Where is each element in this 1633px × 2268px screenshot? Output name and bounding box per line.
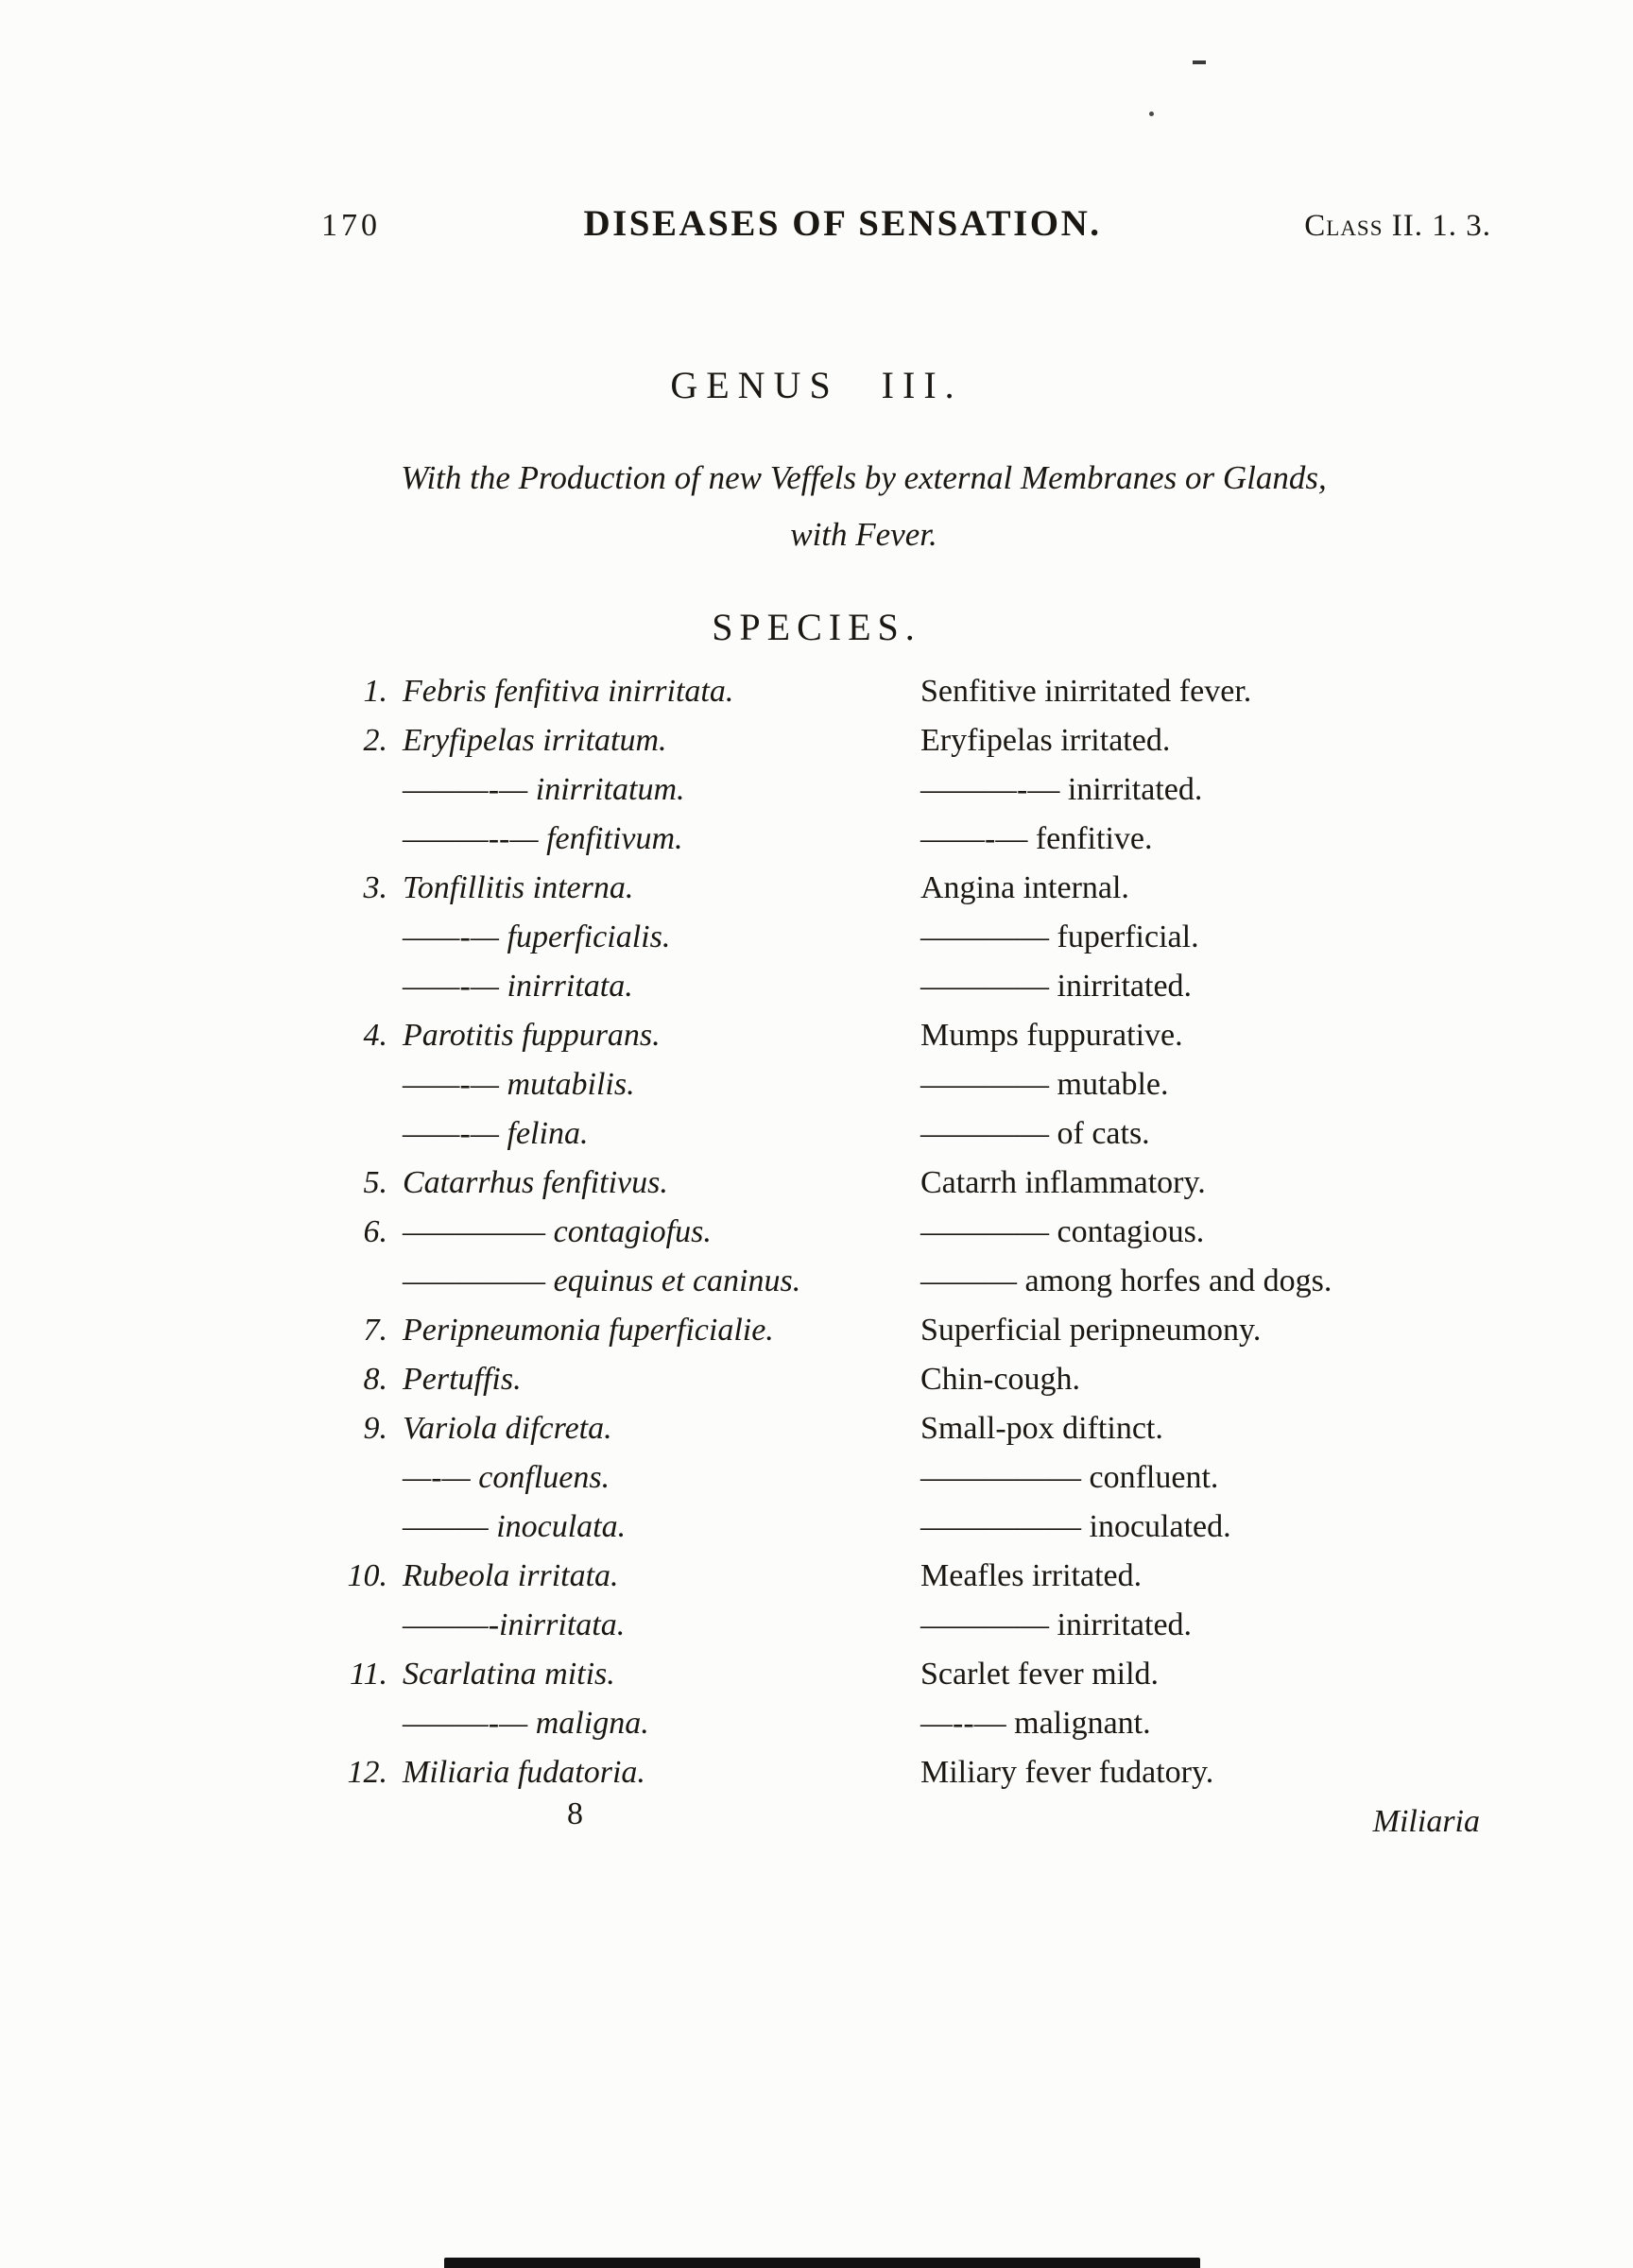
table-row xyxy=(329,765,1472,815)
table-row xyxy=(329,1503,1472,1552)
signature-mark: 8 xyxy=(567,1796,583,1831)
row-english: Senfitive inirritated fever. xyxy=(920,674,1252,709)
row-english: Chin-cough. xyxy=(920,1362,1081,1397)
row-latin: —-— confluens. xyxy=(403,1460,610,1495)
row-number xyxy=(329,962,403,1011)
table-row xyxy=(329,716,1472,765)
row-latin: Peripneumonia fuperficialie. xyxy=(403,1313,774,1348)
row-latin: ——-— mutabilis. xyxy=(403,1067,635,1102)
row-number: 12. xyxy=(347,1755,387,1790)
genus-heading: GENUS III. xyxy=(670,364,963,406)
class-reference: Class II. 1. 3. xyxy=(1304,209,1491,243)
table-row xyxy=(329,1552,1472,1601)
row-latin: ————— equinus et caninus. xyxy=(403,1263,801,1298)
table-row xyxy=(329,1060,1472,1109)
row-latin: Rubeola irritata. xyxy=(403,1558,619,1593)
table-row xyxy=(329,864,1472,913)
scan-artifact-speck xyxy=(1149,112,1154,116)
species-table xyxy=(329,667,1472,1797)
row-english: ———— of cats. xyxy=(920,1116,1150,1151)
row-latin: Parotitis fuppurans. xyxy=(403,1018,661,1053)
row-english: ———— mutable. xyxy=(920,1067,1169,1102)
row-english: Mumps fuppurative. xyxy=(920,1018,1183,1053)
row-english: ——-— fenfitive. xyxy=(920,821,1153,856)
row-english: ———— fuperficial. xyxy=(920,919,1199,954)
page-number: 170 xyxy=(321,208,381,243)
row-number: 2. xyxy=(363,723,387,758)
table-row xyxy=(329,1699,1472,1748)
row-english: —--— malignant. xyxy=(920,1706,1151,1741)
row-latin: Tonfillitis interna. xyxy=(403,870,634,905)
table-row xyxy=(329,1748,1472,1797)
row-number xyxy=(329,1699,403,1748)
row-latin: Catarrhus fenfitivus. xyxy=(403,1165,668,1200)
row-number xyxy=(329,913,403,962)
row-number xyxy=(329,765,403,815)
species-heading: SPECIES. xyxy=(712,606,921,648)
row-number: 3. xyxy=(363,870,387,905)
table-row xyxy=(329,1601,1472,1650)
row-english: Miliary fever fudatory. xyxy=(920,1755,1214,1790)
row-number: 4. xyxy=(363,1018,387,1053)
row-latin: ———-inirritata. xyxy=(403,1607,626,1642)
row-number xyxy=(329,1060,403,1109)
table-row xyxy=(329,1257,1472,1306)
row-number xyxy=(329,1453,403,1503)
page-header xyxy=(321,202,1491,245)
row-latin: ————— contagiofus. xyxy=(403,1214,712,1249)
row-latin: Pertuffis. xyxy=(403,1362,522,1397)
row-english: ————— confluent. xyxy=(920,1460,1219,1495)
table-row xyxy=(329,913,1472,962)
row-english: ——— among horfes and dogs. xyxy=(920,1263,1332,1298)
table-row xyxy=(329,962,1472,1011)
row-english: Scarlet fever mild. xyxy=(920,1657,1160,1692)
row-latin: Scarlatina mitis. xyxy=(403,1657,615,1692)
catchword: Miliaria xyxy=(1372,1804,1480,1839)
row-english: ———— inirritated. xyxy=(920,969,1193,1004)
row-english: ———-— inirritated. xyxy=(920,772,1203,807)
table-row xyxy=(329,1159,1472,1208)
running-title: DISEASES OF SENSATION. xyxy=(583,203,1102,244)
genus-subtitle xyxy=(246,450,1482,563)
row-latin: ———-— maligna. xyxy=(403,1706,649,1741)
row-number: 5. xyxy=(363,1165,387,1200)
table-row xyxy=(329,1650,1472,1699)
row-number: 7. xyxy=(363,1313,387,1348)
table-row xyxy=(329,1453,1472,1503)
row-latin: ——-— felina. xyxy=(403,1116,589,1151)
row-english: Superficial peripneumony. xyxy=(920,1313,1262,1348)
row-number xyxy=(329,1109,403,1159)
row-latin: ———--— fenfitivum. xyxy=(403,821,683,856)
row-english: Small-pox diftinct. xyxy=(920,1411,1163,1446)
subtitle-line-1: With the Production of new Veffels by external Membranes or Glands, xyxy=(401,459,1327,496)
table-row xyxy=(329,1011,1472,1060)
row-number: 1. xyxy=(363,674,387,709)
row-latin: Eryfipelas irritatum. xyxy=(403,723,667,758)
scan-artifact-speck xyxy=(1193,60,1206,64)
table-row xyxy=(329,1306,1472,1355)
row-english: Meafles irritated. xyxy=(920,1558,1143,1593)
row-latin: Miliaria fudatoria. xyxy=(403,1755,645,1790)
row-number: 11. xyxy=(350,1657,387,1692)
row-number: 8. xyxy=(363,1362,387,1397)
scan-artifact-bottom-strip xyxy=(444,2258,1200,2268)
row-latin: ——-— fuperficialis. xyxy=(403,919,671,954)
row-latin: Variola difcreta. xyxy=(403,1411,612,1446)
row-latin: ——— inoculata. xyxy=(403,1509,627,1544)
row-english: ————— inoculated. xyxy=(920,1509,1231,1544)
row-number: 10. xyxy=(347,1558,387,1593)
table-row xyxy=(329,1208,1472,1257)
row-number: 6. xyxy=(363,1214,387,1249)
row-english: ———— inirritated. xyxy=(920,1607,1193,1642)
subtitle-line-2: with Fever. xyxy=(790,516,937,553)
row-latin: ———-— inirritatum. xyxy=(403,772,685,807)
row-english: Catarrh inflammatory. xyxy=(920,1165,1206,1200)
row-latin: ——-— inirritata. xyxy=(403,969,633,1004)
row-number xyxy=(329,1503,403,1552)
table-row xyxy=(329,1355,1472,1404)
row-english: Angina internal. xyxy=(920,870,1129,905)
row-english: Eryfipelas irritated. xyxy=(920,723,1171,758)
row-latin: Febris fenfitiva inirritata. xyxy=(403,674,734,709)
row-english: ———— contagious. xyxy=(920,1214,1205,1249)
table-row xyxy=(329,815,1472,864)
row-number xyxy=(329,1257,403,1306)
table-row xyxy=(329,667,1472,716)
row-number: 9. xyxy=(363,1411,387,1446)
table-row xyxy=(329,1404,1472,1453)
row-number xyxy=(329,1601,403,1650)
row-number xyxy=(329,815,403,864)
table-row xyxy=(329,1109,1472,1159)
